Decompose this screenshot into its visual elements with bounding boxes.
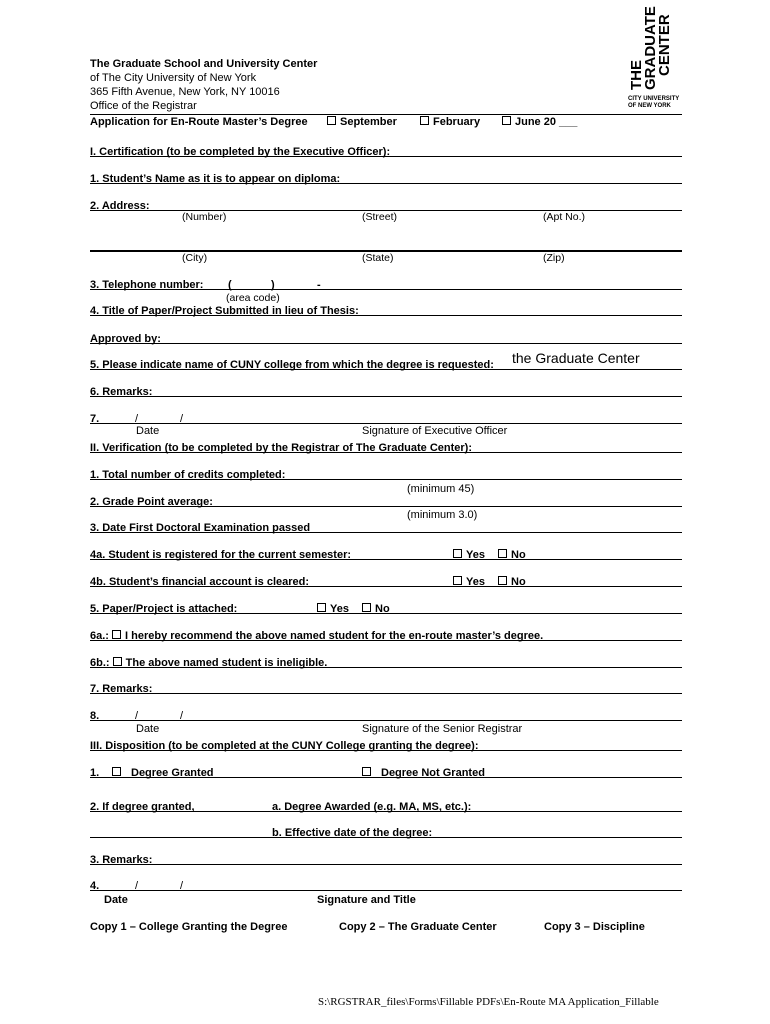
registered-yes[interactable]: Yes <box>453 549 485 561</box>
exec-signature-caption: Signature of Executive Officer <box>362 425 508 437</box>
file-path-footer: S:\RGSTRAR_files\Forms\Fillable PDFs\En-Route MA Application_Fillable <box>318 996 659 1008</box>
student-name-field[interactable] <box>90 183 682 184</box>
remarks1-field[interactable] <box>90 396 682 397</box>
gpa-field[interactable] <box>90 506 682 507</box>
copy2-label: Copy 2 – The Graduate Center <box>339 921 497 933</box>
if-granted-label: 2. If degree granted, <box>90 801 195 813</box>
remarks3-field[interactable] <box>90 864 682 865</box>
date2-slash-2: / <box>180 710 184 722</box>
student-name-label: 1. Student’s Name as it is to appear on diploma: <box>90 173 341 185</box>
cuny-college-label: 5. Please indicate name of CUNY college from which the degree is requested: <box>90 359 494 371</box>
degree-awarded-label: a. Degree Awarded (e.g. MA, MS, etc.): <box>272 801 472 813</box>
registered-no-checkbox[interactable] <box>498 549 507 558</box>
telephone-label: 3. Telephone number: <box>90 279 204 291</box>
date3-slash-1: / <box>135 880 139 892</box>
effective-date-label: b. Effective date of the degree: <box>272 827 433 839</box>
september-checkbox[interactable] <box>327 116 336 125</box>
doctoral-exam-label: 3. Date First Doctoral Examination passed <box>90 522 311 534</box>
financial-yes[interactable]: Yes <box>453 576 485 588</box>
item7-label: 7. <box>90 413 100 425</box>
date2-signature-field[interactable] <box>90 720 682 721</box>
logo-word-graduate: GRADUATE <box>642 6 659 90</box>
ineligible-row: 6b.: The above named student is ineligible. <box>90 657 328 669</box>
logo-sub-2: OF NEW YORK <box>628 103 671 109</box>
recommend-checkbox[interactable] <box>112 630 121 639</box>
logo-word-the: THE <box>628 60 645 90</box>
registered-no[interactable]: No <box>498 549 526 561</box>
university-name: of The City University of New York <box>90 72 257 84</box>
approved-by-label: Approved by: <box>90 333 161 345</box>
apt-caption: (Apt No.) <box>543 211 586 223</box>
rule <box>90 667 682 668</box>
paper-no-checkbox[interactable] <box>362 603 371 612</box>
application-title: Application for En-Route Master’s Degree <box>90 116 308 128</box>
financial-no-checkbox[interactable] <box>498 576 507 585</box>
june-checkbox[interactable] <box>502 116 511 125</box>
remarks2-label: 7. Remarks: <box>90 683 153 695</box>
item4-label: 4. <box>90 880 100 892</box>
paper-no[interactable]: No <box>362 603 390 615</box>
recommend-row: 6a.: I hereby recommend the above named student for the en-route master’s degree. <box>90 630 544 642</box>
degree-granted-option[interactable]: Degree Granted <box>112 767 214 779</box>
rule <box>90 559 682 560</box>
rule <box>90 777 682 778</box>
date2-caption: Date <box>136 723 160 735</box>
ineligible-label: The above named student is ineligible. <box>125 657 328 669</box>
copy3-label: Copy 3 – Discipline <box>544 921 645 933</box>
city-caption: (City) <box>182 252 208 264</box>
zip-caption: (Zip) <box>543 252 565 264</box>
telephone-field[interactable] <box>90 289 682 290</box>
credits-label: 1. Total number of credits completed: <box>90 469 286 481</box>
rule <box>90 640 682 641</box>
date3-caption: Date <box>104 894 128 906</box>
date2-slash-1: / <box>135 710 139 722</box>
effective-date-field[interactable] <box>90 837 682 838</box>
degree-awarded-field[interactable] <box>90 811 682 812</box>
rule <box>90 452 682 453</box>
financial-label: 4b. Student’s financial account is cleared: <box>90 576 310 588</box>
date1-slash-1: / <box>135 413 139 425</box>
recommend-label: I hereby recommend the above named student for the en-route master’s degree. <box>125 630 544 642</box>
section2-title: II. Verification (to be completed by the Registrar of The Graduate Center): <box>90 442 473 454</box>
date3-signature-field[interactable] <box>90 890 682 891</box>
telephone-paren-open: ( <box>228 279 232 291</box>
paper-attached-label: 5. Paper/Project is attached: <box>90 603 238 615</box>
logo-word-center: CENTER <box>656 14 673 76</box>
credits-field[interactable] <box>90 479 682 480</box>
date1-caption: Date <box>136 425 160 437</box>
cuny-college-value[interactable]: the Graduate Center <box>512 350 640 366</box>
rule <box>90 750 682 751</box>
street-caption: (Street) <box>362 211 398 223</box>
office-name: Office of the Registrar <box>90 100 197 112</box>
ineligible-checkbox[interactable] <box>113 657 122 666</box>
copy1-label: Copy 1 – College Granting the Degree <box>90 921 288 933</box>
degree-granted-checkbox[interactable] <box>112 767 121 776</box>
item1-label: 1. <box>90 767 100 779</box>
state-caption: (State) <box>362 252 394 264</box>
area-code-caption: (area code) <box>226 292 280 304</box>
min3-caption: (minimum 3.0) <box>407 509 478 521</box>
option-september[interactable]: September <box>327 116 397 130</box>
remarks3-label: 3. Remarks: <box>90 854 153 866</box>
degree-not-granted-option[interactable]: Degree Not Granted <box>362 767 485 779</box>
telephone-dash: - <box>317 279 321 291</box>
rule <box>90 586 682 587</box>
graduate-center-logo <box>628 6 682 118</box>
section1-title: I. Certification (to be completed by the Executive Officer): <box>90 146 391 158</box>
gpa-label: 2. Grade Point average: <box>90 496 213 508</box>
date1-signature-field[interactable] <box>90 423 682 424</box>
approved-by-field[interactable] <box>90 343 682 344</box>
paper-yes-checkbox[interactable] <box>317 603 326 612</box>
remarks2-field[interactable] <box>90 693 682 694</box>
item8-label: 8. <box>90 710 100 722</box>
header-rule <box>90 114 682 115</box>
school-address: 365 Fifth Avenue, New York, NY 10016 <box>90 86 280 98</box>
rule <box>90 156 682 157</box>
school-name: The Graduate School and University Center <box>90 58 318 70</box>
date1-slash-2: / <box>180 413 184 425</box>
registered-label: 4a. Student is registered for the current semester: <box>90 549 352 561</box>
option-june[interactable]: June 20 ___ <box>502 116 577 130</box>
section3-title: III. Disposition (to be completed at the CUNY College granting the degree): <box>90 740 479 752</box>
registrar-signature-caption: Signature of the Senior Registrar <box>362 723 523 735</box>
registered-yes-checkbox[interactable] <box>453 549 462 558</box>
title-signature-caption: Signature and Title <box>317 894 416 906</box>
remarks1-label: 6. Remarks: <box>90 386 153 398</box>
date3-slash-2: / <box>180 880 184 892</box>
logo-sub-1: CITY UNIVERSITY <box>628 96 680 102</box>
thesis-title-field[interactable] <box>90 315 682 316</box>
min45-caption: (minimum 45) <box>407 483 475 495</box>
address-label: 2. Address: <box>90 200 150 212</box>
paper-yes[interactable]: Yes <box>317 603 349 615</box>
february-checkbox[interactable] <box>420 116 429 125</box>
cuny-college-field[interactable] <box>90 369 682 370</box>
thesis-title-label: 4. Title of Paper/Project Submitted in lieu of Thesis: <box>90 305 359 317</box>
telephone-paren-close: ) <box>271 279 275 291</box>
option-february[interactable]: February <box>420 116 480 130</box>
financial-no[interactable]: No <box>498 576 526 588</box>
number-caption: (Number) <box>182 211 227 223</box>
degree-not-granted-checkbox[interactable] <box>362 767 371 776</box>
financial-yes-checkbox[interactable] <box>453 576 462 585</box>
doctoral-exam-field[interactable] <box>90 532 682 533</box>
